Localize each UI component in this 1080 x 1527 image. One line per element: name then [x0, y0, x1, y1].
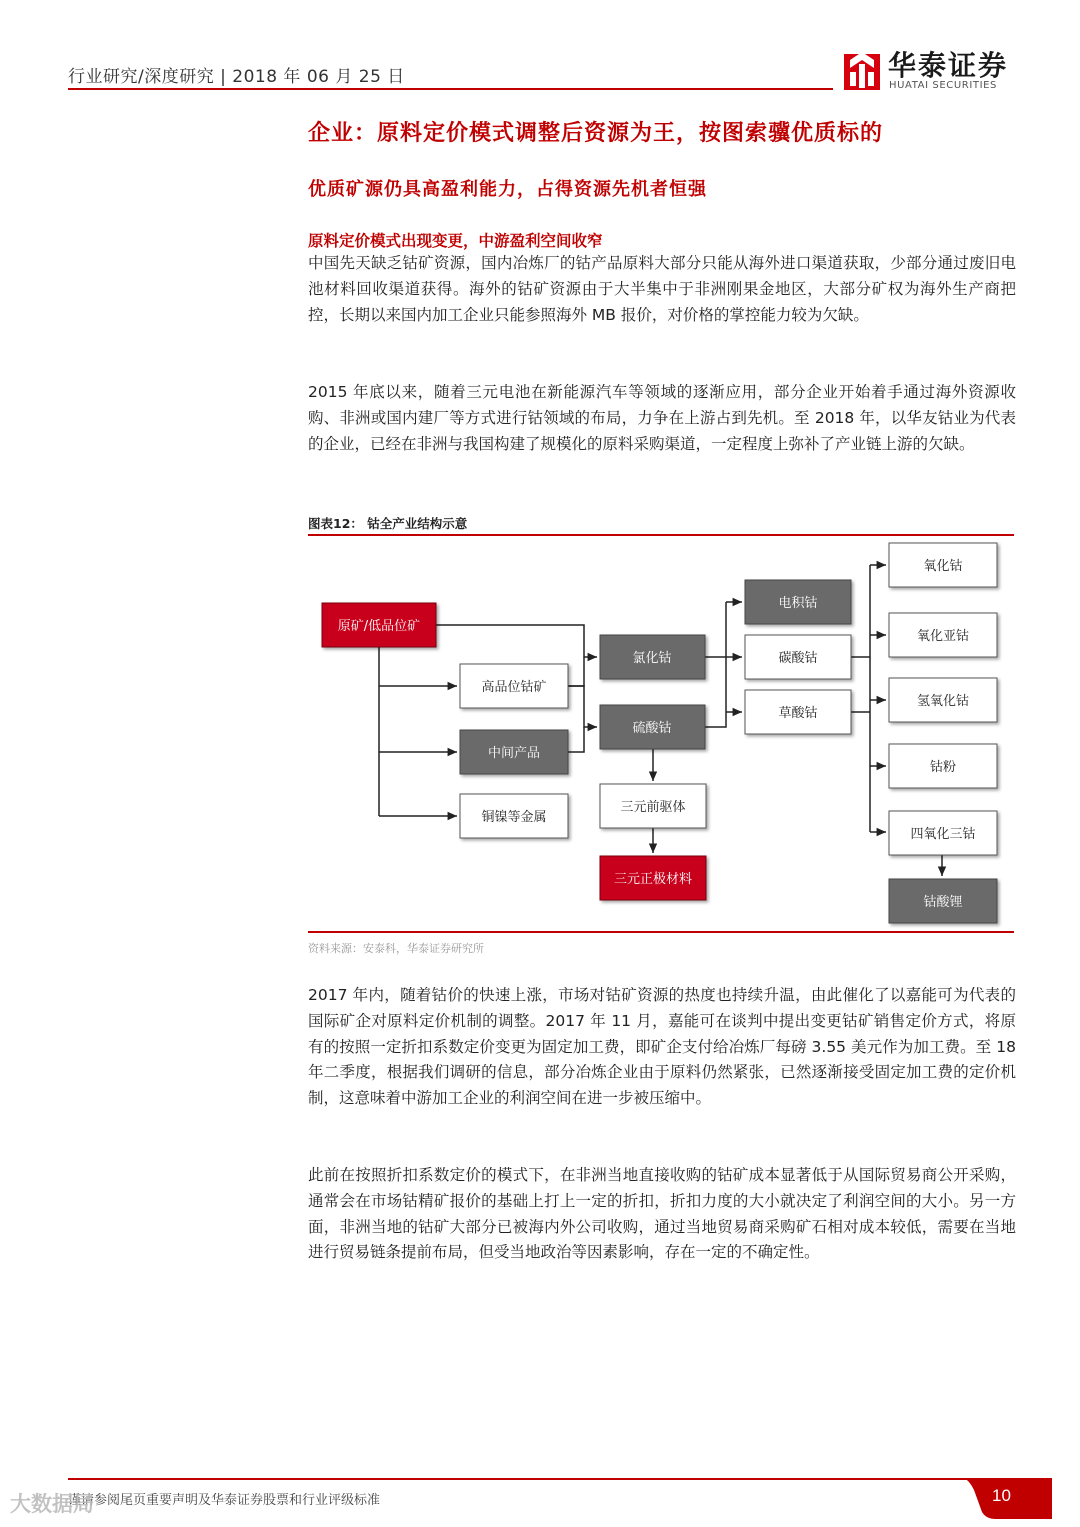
sub-sub-title: 原料定价模式出现变更，中游盈利空间收窄 — [308, 232, 603, 250]
paragraph-3: 2017 年内，随着钴价的快速上涨，市场对钴矿资源的热度也持续升温，由此催化了以嘉能可为代表的国际矿企对原料定价机制的调整。2017 年 11 月，嘉能可在谈判中提出变更钴矿销售定价方式，将原有的按照一定折扣系数定价变更为固定加工费，即矿企支付给冶炼厂每磅 3.55 美元作为加工费。至 18 年二季度，根据我们调研的信息，部分冶炼企业由于原料仍然紧张，已然逐渐接受固定加工费的定价机制，这意味着中游加工企业的利润空间在进一步被压缩中。 — [308, 986, 1016, 1108]
paragraph-4: 此前在按照折扣系数定价的模式下，在非洲当地直接收购的钴矿成本显著低于从国际贸易商公开采购，通常会在市场钴精矿报价的基础上打上一定的折扣，折扣力度的大小就决定了利润空间的大小。另一方面，非洲当地的钴矿大部分已被海内外公司收购，通过当地贸易商采购矿石相对成本较低，需要在当地进行贸易链条提前布局，但受当地政治等因素影响，存在一定的不确定性。 — [308, 1166, 1016, 1262]
node-raw-ore — [322, 603, 436, 647]
header-divider — [68, 88, 833, 90]
svg-text:碳酸钴: 碳酸钴 — [778, 651, 818, 666]
svg-text:钴酸锂: 钴酸锂 — [923, 895, 963, 910]
footer-disclaimer: 谨请参阅尾页重要声明及华泰证券股票和行业评级标准 — [68, 1493, 381, 1508]
svg-text:硫酸钴: 硫酸钴 — [632, 721, 672, 736]
node-ternary-cathode — [600, 856, 706, 900]
figure-bottom-rule — [308, 931, 1014, 933]
svg-text:钴粉: 钴粉 — [929, 760, 957, 775]
node-high-grade-ore — [460, 664, 568, 708]
footer-divider — [68, 1478, 968, 1480]
page-number: 10 — [992, 1486, 1011, 1505]
node-cobalt-oxalate — [745, 690, 851, 734]
svg-text:原矿/低品位矿: 原矿/低品位矿 — [337, 619, 421, 634]
section-title: 企业：原料定价模式调整后资源为王，按图索骥优质标的 — [308, 121, 884, 146]
node-cobaltous-oxide — [889, 613, 997, 657]
logo-english-name: HUATAI SECURITIES — [889, 80, 997, 91]
svg-text:高品位钴矿: 高品位钴矿 — [481, 680, 547, 695]
svg-text:氧化钴: 氧化钴 — [923, 559, 963, 574]
figure-source: 资料来源：安泰科，华泰证券研究所 — [308, 942, 484, 955]
node-ternary-precursor — [600, 784, 706, 828]
node-cobalt-hydroxide — [889, 678, 997, 722]
svg-text:四氧化三钴: 四氧化三钴 — [910, 827, 976, 842]
sub-title: 优质矿源仍具高盈利能力，占得资源先机者恒强 — [308, 179, 707, 200]
huatai-logo — [842, 44, 1022, 94]
node-intermediate-product — [460, 730, 568, 774]
paragraph-2: 2015 年底以来，随着三元电池在新能源汽车等领域的逐渐应用，部分企业开始着手通过海外资源收购、非洲或国内建厂等方式进行钴领域的布局，力争在上游占到先机。至 2018 年，以华友钴业为代表的企业，已经在非洲与我国构建了规模化的原料采购渠道，一定程度上弥补了产业链上游的欠缺。 — [308, 383, 1016, 453]
svg-text:电积钴: 电积钴 — [778, 596, 818, 611]
node-lithium-cobaltate — [889, 879, 997, 923]
svg-text:中间产品: 中间产品 — [487, 746, 541, 761]
cobalt-industry-diagram — [308, 536, 1016, 930]
node-cobalt-powder — [889, 744, 997, 788]
svg-text:三元正极材料: 三元正极材料 — [613, 872, 693, 887]
node-electrolytic-cobalt — [745, 580, 851, 624]
node-cobalt-oxide — [889, 543, 997, 587]
figure-label: 图表12： 钴全产业结构示意 — [308, 516, 468, 531]
svg-text:草酸钴: 草酸钴 — [778, 706, 818, 721]
diagram-nodes — [322, 543, 997, 923]
node-cobalt-sulfate — [600, 705, 705, 749]
svg-text:氯化钴: 氯化钴 — [632, 651, 672, 666]
watermark: 大数据局 — [10, 1492, 94, 1516]
logo-chinese-name: 华泰证券 — [888, 49, 1009, 82]
svg-text:氧化亚钴: 氧化亚钴 — [916, 629, 970, 644]
node-copper-nickel — [460, 794, 568, 838]
paragraph-1: 中国先天缺乏钴矿资源，国内冶炼厂的钴产品原料大部分只能从海外进口渠道获取，少部分通过废旧电池材料回收渠道获得。海外的钴矿资源由于大半集中于非洲刚果金地区，大部分矿权为海外生产商把控，长期以来国内加工企业只能参照海外 MB 报价，对价格的掌控能力较为欠缺。 — [308, 254, 1016, 324]
svg-text:铜镍等金属: 铜镍等金属 — [481, 810, 547, 825]
node-tricobalt-tetroxide — [889, 811, 997, 855]
svg-text:三元前驱体: 三元前驱体 — [620, 800, 686, 815]
node-cobalt-carbonate — [745, 635, 851, 679]
svg-text:氢氧化钴: 氢氧化钴 — [916, 694, 970, 709]
node-cobalt-chloride — [600, 635, 705, 679]
report-header-date: 行业研究/深度研究 | 2018 年 06 月 25 日 — [68, 67, 405, 87]
huatai-logo-icon — [842, 48, 882, 92]
